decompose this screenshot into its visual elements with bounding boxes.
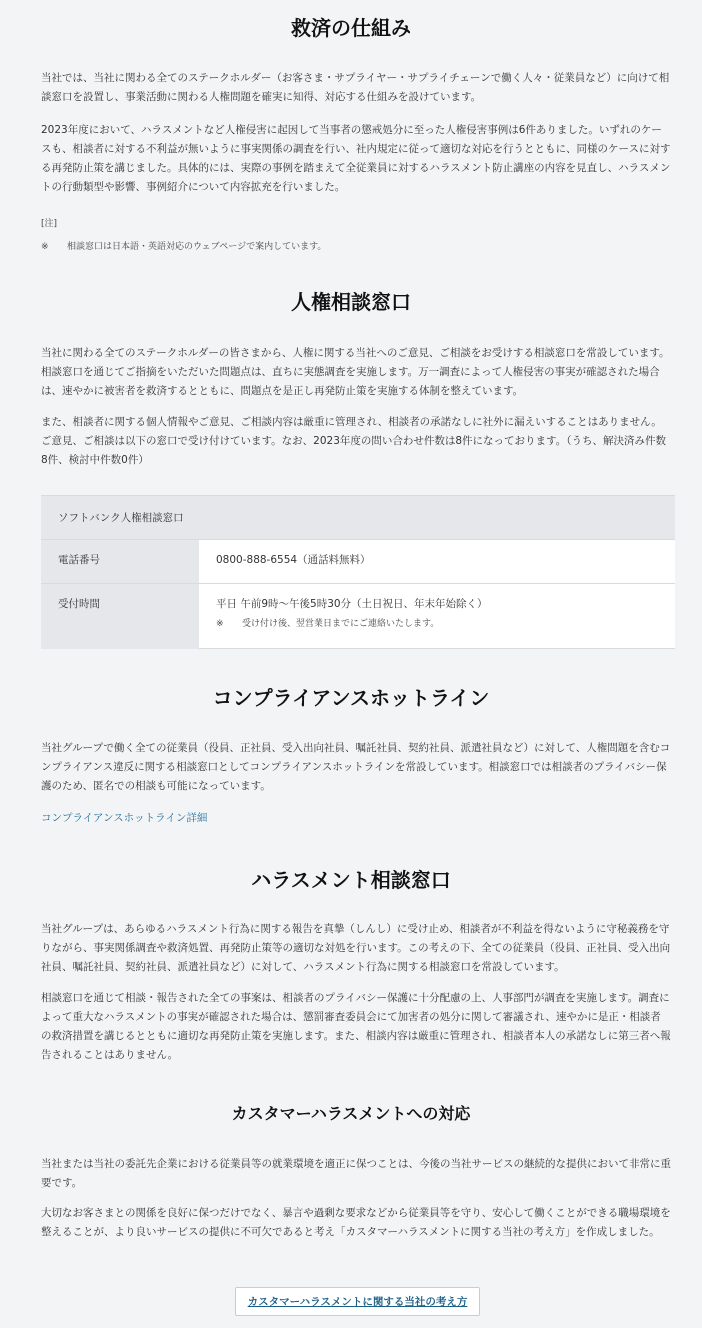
relief-paragraph: 2023年度において、ハラスメントなど人権侵害に起因して当事者の懲戒処分に至った人権侵害事例は6件ありました。いずれのケースも、相談者に対する不利益が無いように事実関係の調査を行い、社内規定に従って適切な対応を行うとともに、同様のケースに対する再発防止策を講じました。具体的には、実際の事例を踏まえて全従業員に対するハラスメント防止講座の内容を見直し、ハラスメントの行動類型や影響、事例紹介について内容拡充を行いました。 <box>41 124 671 193</box>
human-rights-paragraph: 当社に関わる全てのステークホルダーの皆さまから、人権に関する当社へのご意見、ご相談をお受けする相談窓口を常設しています。相談窓口を通じてご指摘をいただいた問題点は、直ちに実態調査を実施します。万一調査によって人権侵害の事実が確認された場合は、速やかに被害者を救済するとともに、問題点を是正し再発防止策を実施する体制を整えています。 <box>41 347 670 397</box>
human-rights-section <box>41 344 671 470</box>
customer-harassment-title: カスタマーハラスメントへの対応 <box>231 1104 471 1123</box>
customer-harassment-policy-button[interactable]: カスタマーハラスメントに関する当社の考え方 <box>235 1287 480 1316</box>
human-rights-paragraph: また、相談者に関する個人情報やご意見、ご相談内容は厳重に管理され、相談者の承諾なしに社外に漏えいすることはありません。ご意見、ご相談は以下の窓口で受け付けています。なお、2023年度の問い合わせ件数は8件になっております。（うち、解決済み件数8件、検討中件数0件） <box>41 416 666 466</box>
hours-value: 平日 午前9時～午後5時30分（土日祝日、年末年始除く） <box>216 598 488 610</box>
hours-note-text: 受け付け後、翌営業日までにご連絡いたします。 <box>242 619 440 629</box>
human-rights-title: 人権相談窓口 <box>291 290 411 314</box>
relief-paragraph: 当社では、当社に関わる全てのステークホルダー（お客さま・サプライヤー・サプライチェーンで働く人々・従業員など）に向けて相談窓口を設置し、事業活動に関わる人権問題を確実に知得、対応する仕組みを設けています。 <box>41 72 670 103</box>
relief-title: 救済の仕組み <box>291 16 411 40</box>
note-label: [注] <box>41 219 58 229</box>
contact-table <box>41 495 675 649</box>
compliance-section <box>41 739 671 828</box>
hours-note <box>216 617 675 631</box>
phone-value: 0800-888-6554（通話料無料） <box>199 540 675 584</box>
harassment-paragraph: 相談窓口を通じて相談・報告された全ての事案は、相談者のプライバシー保護に十分配慮の上、人事部門が調査を実施します。調査によって重大なハラスメントの事実が確認された場合は、懲罰審査委員会にて加害者の処分に関して審議され、速やかに是正・相談者の救済措置を講じるとともに適切な再発防止策を実施します。また、相談内容は厳重に管理され、相談者本人の承諾なしに第三者へ報告されることはありません。 <box>41 992 671 1061</box>
customer-harassment-section <box>41 1155 671 1242</box>
hours-note-mark: ※ <box>216 619 224 629</box>
customer-harassment-paragraph: 大切なお客さまとの関係を良好に保つだけでなく、暴言や過剰な要求などから従業員等を守り、安心して働くことができる職場環境を整えることが、より良いサービスの提供に不可欠であると考え「カスタマーハラスメントに関する当社の考え方」を作成しました。 <box>41 1207 671 1238</box>
compliance-paragraph: 当社グループで働く全ての従業員（役員、正社員、受入出向社員、嘱託社員、契約社員、派遣社員など）に対して、人権問題を含むコンプライアンス違反に関する相談窓口としてコンプライアンスホットラインを常設しています。相談窓口では相談者のプライバシー保護のため、匿名での相談も可能になっています。 <box>41 742 671 792</box>
phone-label: 電話番号 <box>41 540 199 584</box>
customer-harassment-paragraph: 当社または当社の委託先企業における従業員等の就業環境を適正に保つことは、今後の当社サービスの継続的な提供において非常に重要です。 <box>41 1158 671 1189</box>
note-item <box>41 240 671 254</box>
note-mark: ※ <box>41 242 49 252</box>
compliance-hotline-link[interactable]: コンプライアンスホットライン詳細 <box>41 812 208 824</box>
compliance-title: コンプライアンスホットライン <box>212 686 490 710</box>
relief-section <box>41 69 671 254</box>
note-text: 相談窓口は日本語・英語対応のウェブページで案内しています。 <box>67 242 327 252</box>
harassment-paragraph: 当社グループは、あらゆるハラスメント行為に関する報告を真摯（しんし）に受け止め、相談者が不利益を得ないように守秘義務を守りながら、事実関係調査や救済処置、再発防止策等の適切な対処を行います。この考えの下、全ての従業員（役員、正社員、受入出向社員、嘱託社員、契約社員、派遣社員など）に対して、ハラスメント行為に関する相談窓口を常設しています。 <box>41 923 671 973</box>
harassment-title: ハラスメント相談窓口 <box>251 868 451 892</box>
hours-cell <box>199 584 675 649</box>
contact-table-header: ソフトバンク人権相談窓口 <box>41 496 675 540</box>
hours-label: 受付時間 <box>41 584 199 649</box>
harassment-section <box>41 920 671 1065</box>
